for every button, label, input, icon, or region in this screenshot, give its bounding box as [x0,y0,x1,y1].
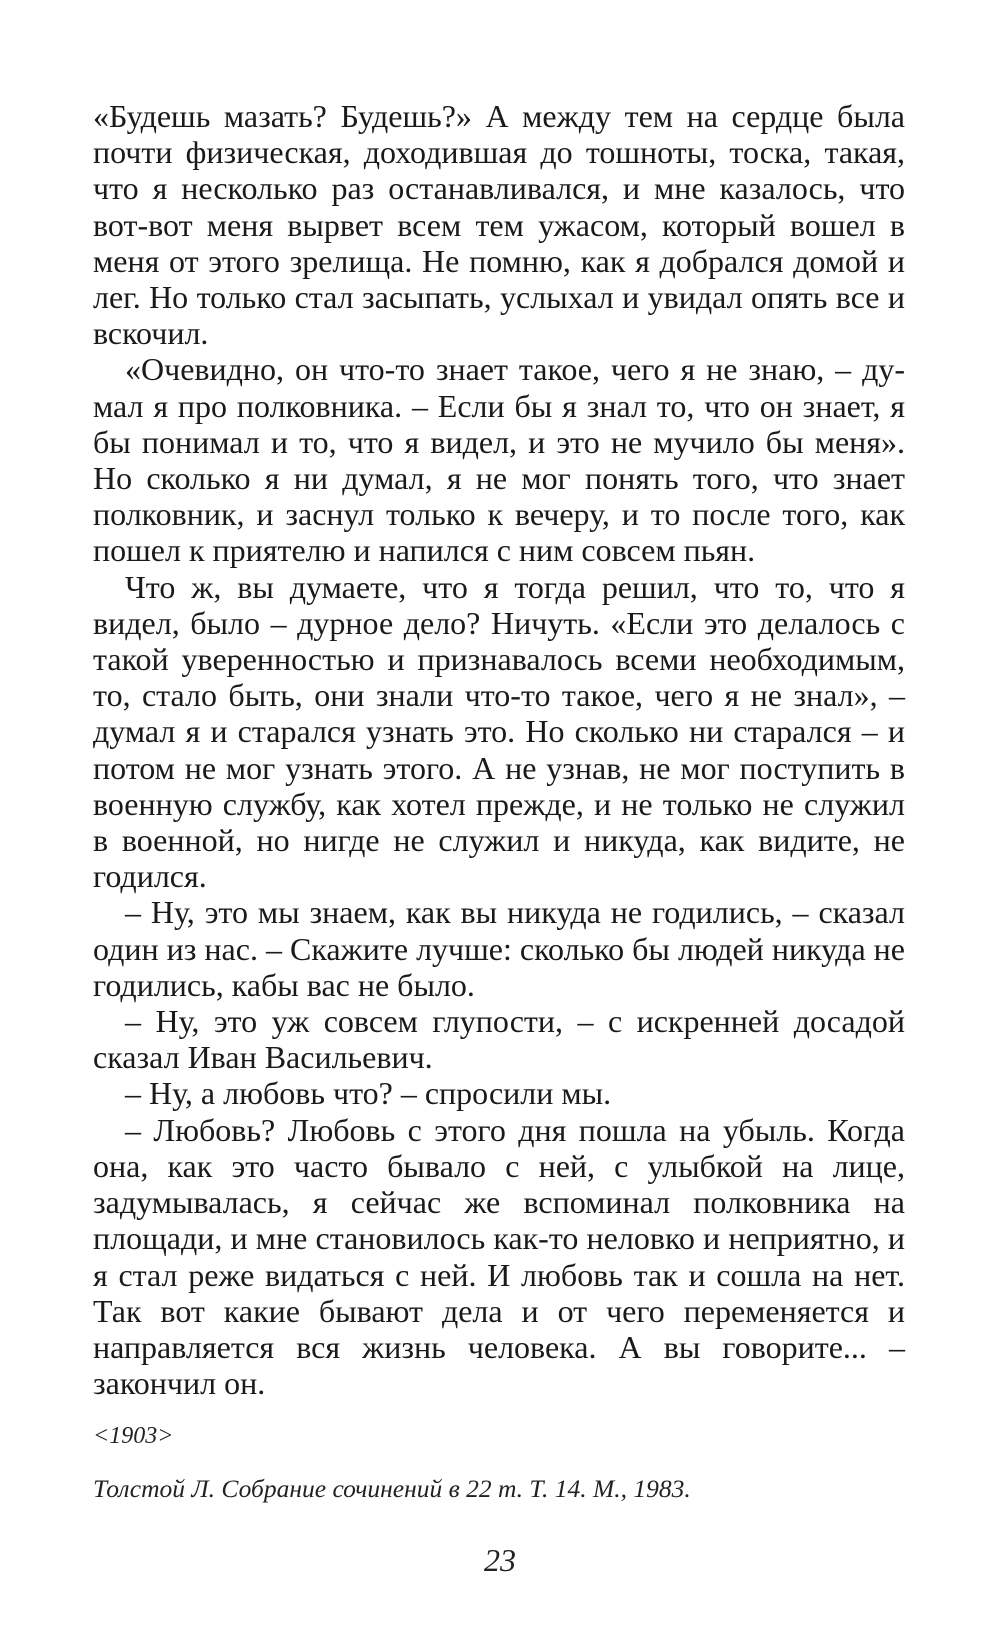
source-citation: Толстой Л. Собрание сочинений в 22 т. Т. 14. М., 1983. [93,1474,691,1503]
story-text [93,98,905,1401]
page-number: 23 [484,1542,516,1578]
paragraph: Что ж, вы думаете, что я тогда решил, что то, что я видел, было – дурное дело? Ничуть. «Если это делалось с такой уверенностью и признавалось всеми необходимым, то, стало быть, они знали что-то такое, чего я не знал», – думал я и старался узнать это. Но сколько ни старался – и потом не мог узнать этого. А не узнав, не мог поступить в военную службу, как хотел прежде, и не только не служил в военной, но нигде не служил и никуда, как видите, не годился. [93,568,905,895]
paragraph: – Ну, а любовь что? – спросили мы. [125,1075,612,1112]
date-line: <1903> [93,1423,174,1449]
page-body [93,98,905,1401]
paragraph: «Будешь мазать? Будешь?» А между тем на сердце была почти физическая, доходившая до тошноты, тоска, такая, что я несколько раз останавливался, и мне казалось, что вот-вот меня вырвет всем тем ужасом, который вошел в меня от этого зрелища. Не помню, как я добрался домой и лег. Но только стал засыпать, услыхал и увидал опять все и вскочил. [93,98,905,352]
paragraph: – Ну, это мы знаем, как вы никуда не годились, – сказал один из нас. – Скажите лучше: сколько бы людей никуда не годились, кабы вас не было. [93,894,905,1003]
paragraph: «Очевидно, он что-то знает такое, чего я не знаю, – думал я про полковника. – Если бы я знал то, что он знает, я бы понимал и то, что я видел, и это не мучило бы меня». Но сколько я ни думал, я не мог понять того, что знает полковник, и заснул только к вечеру, и то после того, как пошел к приятелю и напился с ним совсем пьян. [93,351,905,569]
paragraph: – Ну, это уж совсем глупости, – с искренней досадой сказал Иван Васильевич. [93,1003,905,1076]
paragraph: – Любовь? Любовь с этого дня пошла на убыль. Когда она, как это часто бывало с ней, с улыбкой на лице, задумывалась, я сейчас же вспоминал полковника на площади, и мне становилось как-то неловко и неприятно, и я стал реже видаться с ней. И любовь так и сошла на нет. Так вот какие бывают дела и от чего переменяется и направляется вся жизнь человека. А вы говорите... – закончил он. [93,1111,905,1402]
